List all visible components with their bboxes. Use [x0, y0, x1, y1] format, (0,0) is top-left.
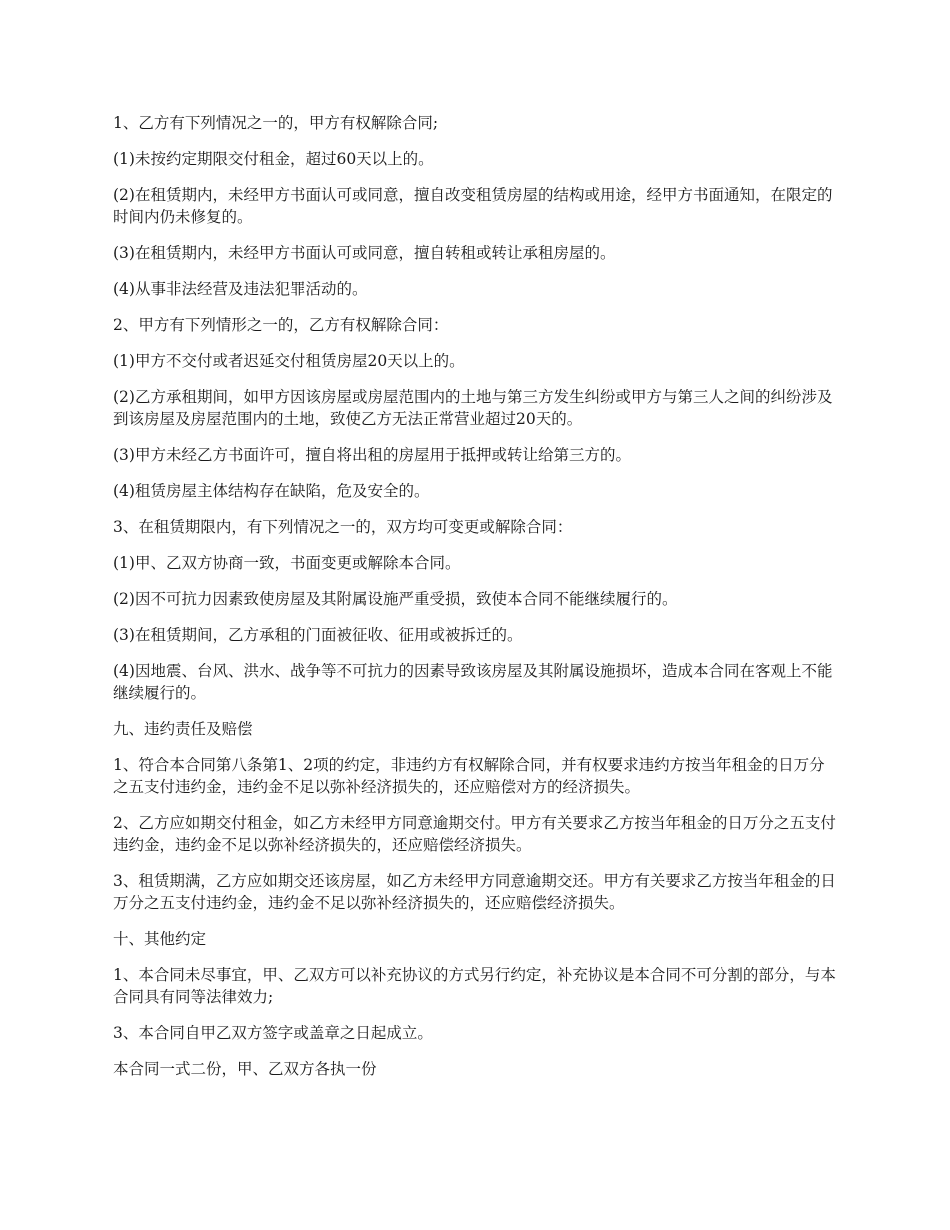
- clause-paragraph: (3)在租赁期间，乙方承租的门面被征收、征用或被拆迁的。: [113, 626, 523, 644]
- clause-paragraph: (1)未按约定期限交付租金，超过60天以上的。: [113, 150, 434, 168]
- clause-paragraph: (2)乙方承租期间，如甲方因该房屋或房屋范围内的土地与第三方发生纠纷或甲方与第三人之间的纠纷涉及到该房屋及房屋范围内的土地，致使乙方无法正常营业超过20天的。: [113, 388, 833, 428]
- clause-paragraph: 1、本合同未尽事宜，甲、乙双方可以补充协议的方式另行约定，补充协议是本合同不可分割的部分，与本合同具有同等法律效力;: [113, 966, 836, 1006]
- clause-paragraph: (1)甲方不交付或者迟延交付租赁房屋20天以上的。: [113, 352, 465, 370]
- clause-paragraph: 3、租赁期满，乙方应如期交还该房屋，如乙方未经甲方同意逾期交还。甲方有关要求乙方按当年租金的日万分之五支付违约金，违约金不足以弥补经济损失的，还应赔偿经济损失。: [113, 872, 836, 912]
- closing-paragraph: 本合同一式二份，甲、乙双方各执一份: [113, 1060, 377, 1078]
- section-heading: 九、违约责任及赔偿: [113, 720, 253, 738]
- clause-paragraph: 1、乙方有下列情况之一的，甲方有权解除合同;: [113, 114, 439, 132]
- clause-paragraph: (2)因不可抗力因素致使房屋及其附属设施严重受损，致使本合同不能继续履行的。: [113, 590, 678, 608]
- clause-paragraph: 2、乙方应如期交付租金，如乙方未经甲方同意逾期交付。甲方有关要求乙方按当年租金的日万分之五支付违约金，违约金不足以弥补经济损失的，还应赔偿经济损失。: [113, 814, 836, 854]
- clause-paragraph: (4)因地震、台风、洪水、战争等不可抗力的因素导致该房屋及其附属设施损坏，造成本合同在客观上不能继续履行的。: [113, 662, 833, 702]
- document-body: [113, 112, 840, 1094]
- clause-paragraph: 2、甲方有下列情形之一的，乙方有权解除合同：: [113, 316, 449, 334]
- clause-paragraph: (4)租赁房屋主体结构存在缺陷，危及安全的。: [113, 482, 430, 500]
- section-heading: 十、其他约定: [113, 930, 207, 948]
- clause-paragraph: (4)从事非法经营及违法犯罪活动的。: [113, 280, 368, 298]
- clause-paragraph: (2)在租赁期内，未经甲方书面认可或同意，擅自改变租赁房屋的结构或用途，经甲方书面通知，在限定的时间内仍未修复的。: [113, 186, 833, 226]
- clause-paragraph: (1)甲、乙双方协商一致，书面变更或解除本合同。: [113, 554, 461, 572]
- clause-paragraph: 3、在租赁期限内，有下列情况之一的，双方均可变更或解除合同：: [113, 518, 573, 536]
- clause-paragraph: 1、符合本合同第八条第1、2项的约定，非违约方有权解除合同，并有权要求违约方按当年租金的日万分之五支付违约金，违约金不足以弥补经济损失的，还应赔偿对方的经济损失。: [113, 756, 825, 796]
- clause-paragraph: (3)甲方未经乙方书面许可，擅自将出租的房屋用于抵押或转让给第三方的。: [113, 446, 631, 464]
- clause-paragraph: 3、本合同自甲乙双方签字或盖章之日起成立。: [113, 1024, 433, 1042]
- clause-paragraph: (3)在租赁期内，未经甲方书面认可或同意，擅自转租或转让承租房屋的。: [113, 244, 616, 262]
